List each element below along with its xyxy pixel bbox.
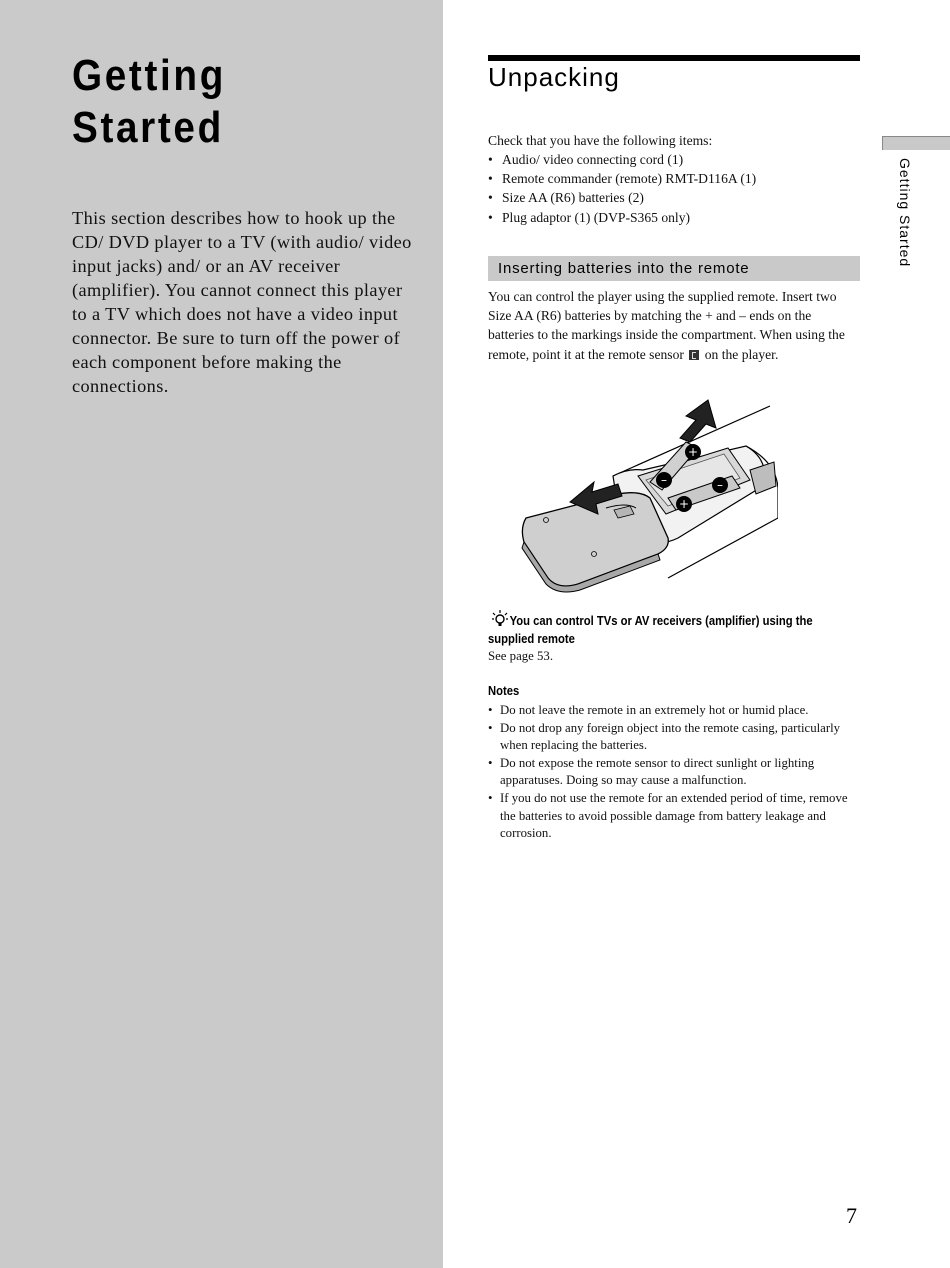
list-item: • Do not expose the remote sensor to direct sunlight or lighting apparatuses. Doing so may cause a malfunction.	[488, 755, 860, 790]
section-title-unpacking: Unpacking	[488, 62, 620, 92]
svg-text:+: +	[687, 445, 699, 459]
list-item: • Size AA (R6) batteries (2)	[488, 188, 756, 207]
remote-battery-illustration	[518, 398, 778, 594]
tip-text: See page 53.	[488, 649, 554, 663]
subsection-title-batteries: Inserting batteries into the remote	[498, 260, 750, 277]
page-number: 7	[846, 1203, 857, 1228]
chapter-intro: This section describes how to hook up the CD/ DVD player to a TV (with audio/ video input jacks) and/ or an AV receiver (amplifier). You cannot connect this player to a TV which does not have a video input connector. Be sure to turn off the power of each component before making the connections.	[72, 208, 412, 396]
check-text: Check that you have the following items:	[488, 133, 713, 148]
notes-list	[488, 702, 860, 843]
chapter-title-line1: Getting	[72, 51, 226, 100]
list-item: • Do not leave the remote in an extremely hot or humid place.	[488, 702, 860, 720]
batteries-instructions	[488, 287, 860, 364]
left-panel	[0, 0, 443, 1268]
section-rule	[488, 55, 860, 61]
subsection-header	[488, 256, 860, 281]
package-items-list	[488, 150, 756, 227]
list-item: • Plug adaptor (1) (DVP-S365 only)	[488, 208, 756, 227]
svg-text:+: +	[678, 497, 690, 511]
chapter-title-line2: Started	[72, 103, 224, 152]
chapter-title	[72, 50, 226, 154]
svg-text:–: –	[717, 478, 723, 492]
tip-title	[488, 612, 857, 648]
side-tab-label: Getting Started	[897, 158, 913, 268]
list-item: • Do not drop any foreign object into the remote casing, particularly when replacing the batteries.	[488, 720, 860, 755]
side-tab-marker	[882, 136, 950, 150]
batteries-text: You can control the player using the supplied remote. Insert two Size AA (R6) batteries by matching the + and – ends on the batteries to the markings inside the compartment. When using the remote, point it at the remote sensor	[488, 289, 845, 362]
list-item: • If you do not use the remote for an extended period of time, remove the batteries to avoid possible damage from battery leakage and corrosion.	[488, 790, 860, 843]
list-item: • Remote commander (remote) RMT-D116A (1)	[488, 169, 756, 188]
svg-text:–: –	[661, 473, 667, 487]
notes-heading: Notes	[488, 684, 520, 698]
batteries-text-end: on the player.	[704, 346, 779, 362]
tip-title-text: You can control TVs or AV receivers (amplifier) using the supplied remote	[488, 614, 813, 646]
remote-sensor-icon	[689, 350, 699, 360]
list-item: • Audio/ video connecting cord (1)	[488, 150, 756, 169]
